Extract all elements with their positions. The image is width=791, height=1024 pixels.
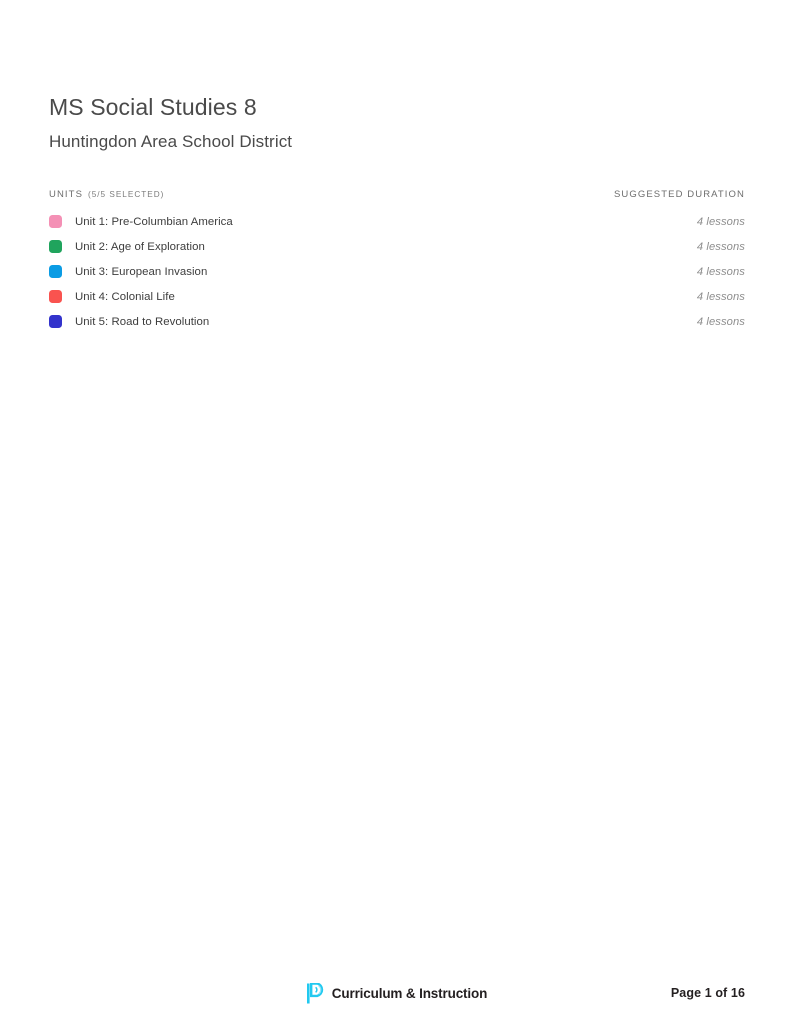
table-row[interactable] — [49, 309, 745, 334]
unit-duration: 4 lessons — [696, 290, 745, 303]
unit-title: Unit 3: European Invasion — [75, 265, 208, 278]
unit-row-left — [49, 265, 207, 279]
units-column-header: UNITS — [49, 189, 83, 200]
unit-duration: 4 lessons — [696, 215, 745, 228]
units-table-header — [49, 189, 745, 209]
unit-row-left — [49, 240, 205, 254]
page-number: Page 1 of 16 — [670, 986, 745, 1000]
unit-color-swatch — [49, 240, 62, 253]
unit-duration: 4 lessons — [696, 315, 745, 328]
document-footer — [49, 976, 745, 1010]
unit-color-swatch — [49, 290, 62, 303]
table-row[interactable] — [49, 259, 745, 284]
units-table — [49, 189, 745, 334]
page-subtitle: Huntingdon Area School District — [49, 132, 293, 151]
table-row[interactable] — [49, 234, 745, 259]
unit-title: Unit 4: Colonial Life — [75, 290, 175, 303]
unit-color-swatch — [49, 265, 62, 278]
p-logo-icon — [307, 983, 326, 1004]
unit-row-left — [49, 315, 209, 329]
page-title: MS Social Studies 8 — [49, 94, 257, 120]
duration-column-header: SUGGESTED DURATION — [614, 189, 745, 200]
unit-color-swatch — [49, 215, 62, 228]
document-header — [49, 92, 745, 154]
unit-duration: 4 lessons — [696, 265, 745, 278]
table-row[interactable] — [49, 284, 745, 309]
unit-title: Unit 2: Age of Exploration — [75, 240, 205, 253]
unit-title: Unit 1: Pre-Columbian America — [75, 215, 233, 228]
table-row[interactable] — [49, 209, 745, 234]
unit-color-swatch — [49, 315, 62, 328]
unit-row-left — [49, 215, 233, 229]
brand-logo — [307, 983, 487, 1004]
brand-name: Curriculum & Instruction — [331, 985, 488, 1001]
unit-row-left — [49, 290, 175, 304]
unit-title: Unit 5: Road to Revolution — [75, 315, 210, 328]
unit-duration: 4 lessons — [696, 240, 745, 253]
units-selected-count: (5/5 SELECTED) — [88, 190, 165, 199]
units-header-left — [49, 189, 164, 200]
units-list — [49, 209, 745, 334]
